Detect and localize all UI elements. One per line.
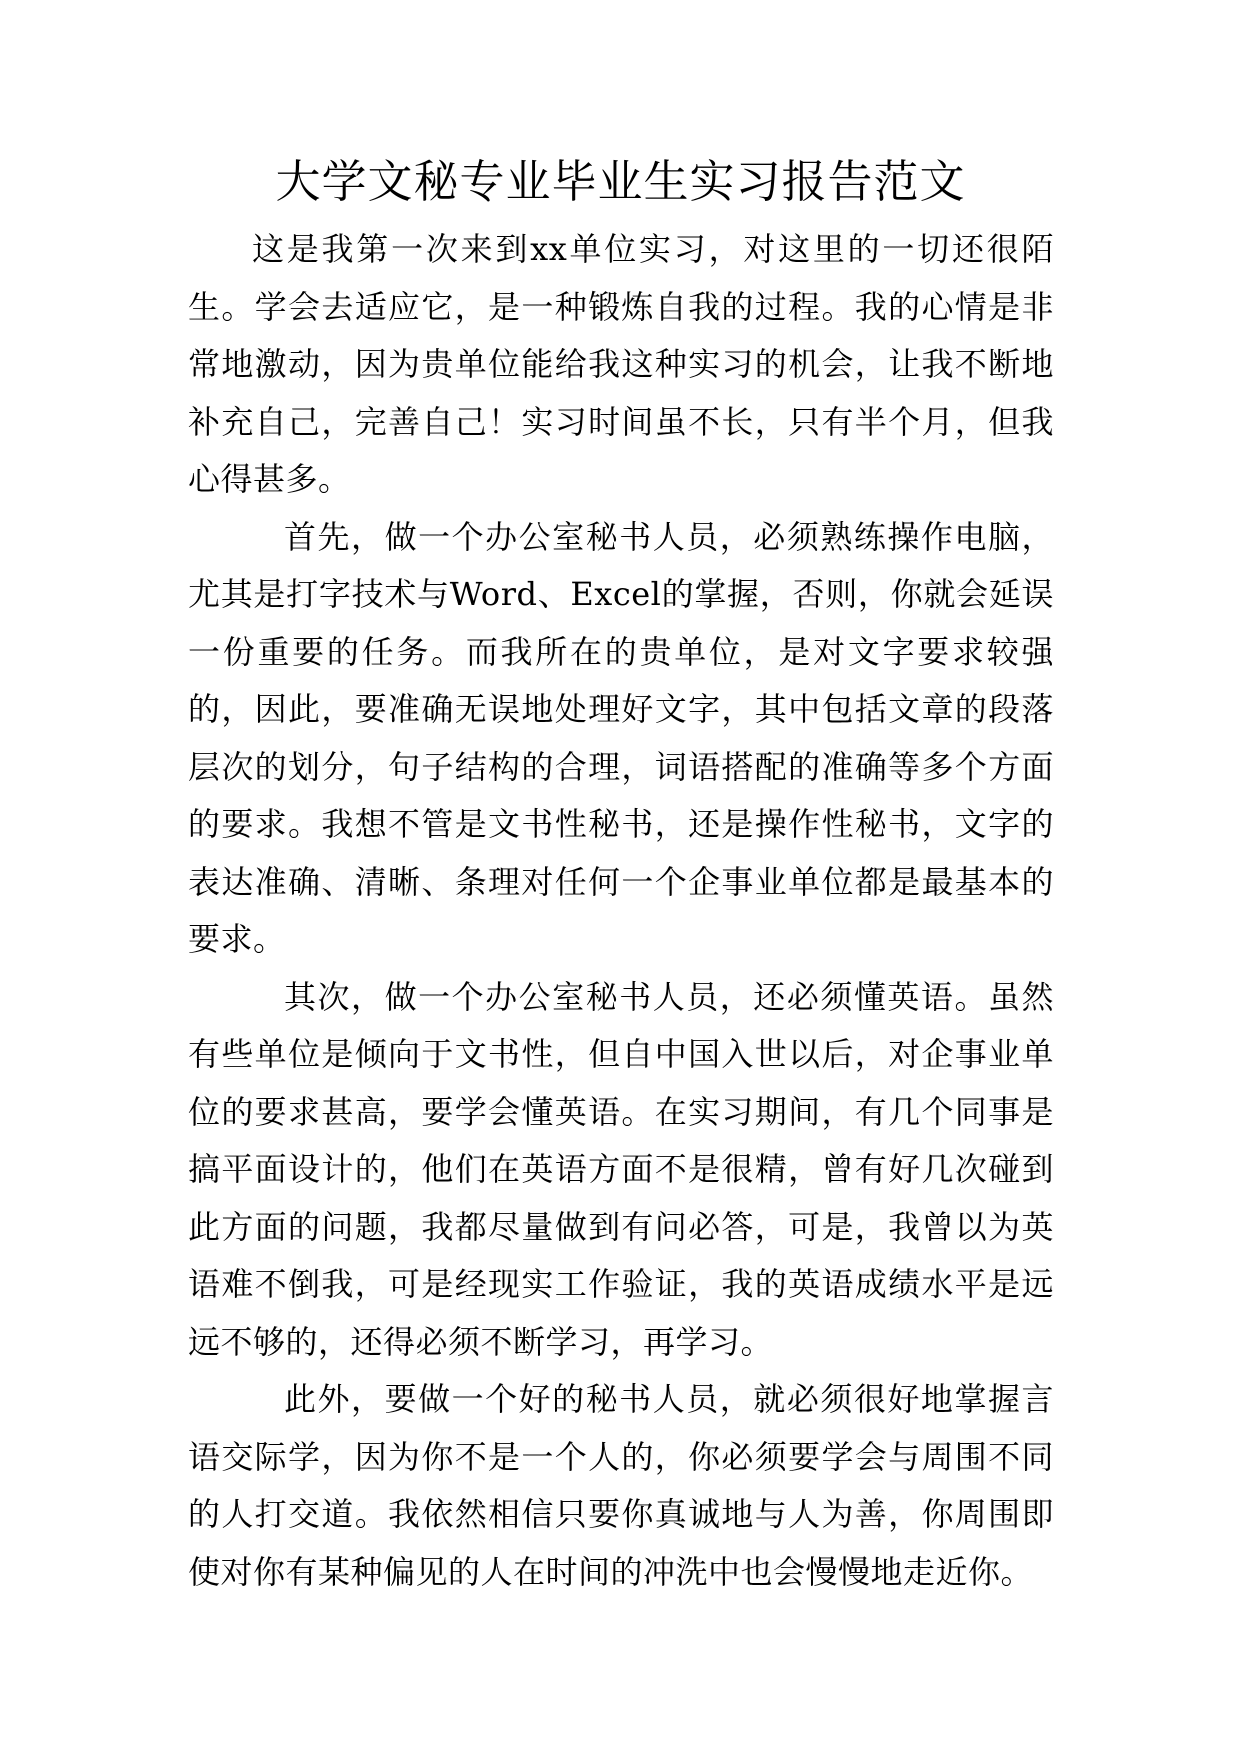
paragraph-intro: 这是我第一次来到xx单位实习，对这里的一切还很陌生。学会去适应它，是一种锻炼自我的过程。我的心情是非常地激动，因为贵单位能给我这种实习的机会，让我不断地补充自己，完善自己！实习时间虽不长，只有半个月，但我心得甚多。 <box>188 230 1054 498</box>
paragraph-computer-skills: 首先，做一个办公室秘书人员，必须熟练操作电脑，尤其是打字技术与Word、Excel的掌握，否则，你就会延误一份重要的任务。而我所在的贵单位，是对文字要求较强的，因此，要准确无误地处理好文字，其中包括文章的段落层次的划分，句子结构的合理，词语搭配的准确等多个方面的要求。我想不管是文书性秘书，还是操作性秘书，文字的表达准确、清晰、条理对任何一个企事业单位都是最基本的要求。 <box>188 517 1054 958</box>
document-body <box>188 221 1054 1601</box>
paragraph-english-skills: 其次，做一个办公室秘书人员，还必须懂英语。虽然有些单位是倾向于文书性，但自中国入世以后，对企事业单位的要求甚高，要学会懂英语。在实习期间，有几个同事是搞平面设计的，他们在英语方面不是很精，曾有好几次碰到此方面的问题，我都尽量做到有问必答，可是，我曾以为英语难不倒我，可是经现实工作验证，我的英语成绩水平是远远不够的，还得必须不断学习，再学习。 <box>188 977 1054 1361</box>
paragraph-communication-skills: 此外，要做一个好的秘书人员，就必须很好地掌握言语交际学，因为你不是一个人的，你必须要学会与周围不同的人打交道。我依然相信只要你真诚地与人为善，你周围即使对你有某种偏见的人在时间的冲洗中也会慢慢地走近你。 <box>188 1380 1054 1591</box>
document-title: 大学文秘专业毕业生实习报告范文 <box>275 155 966 208</box>
